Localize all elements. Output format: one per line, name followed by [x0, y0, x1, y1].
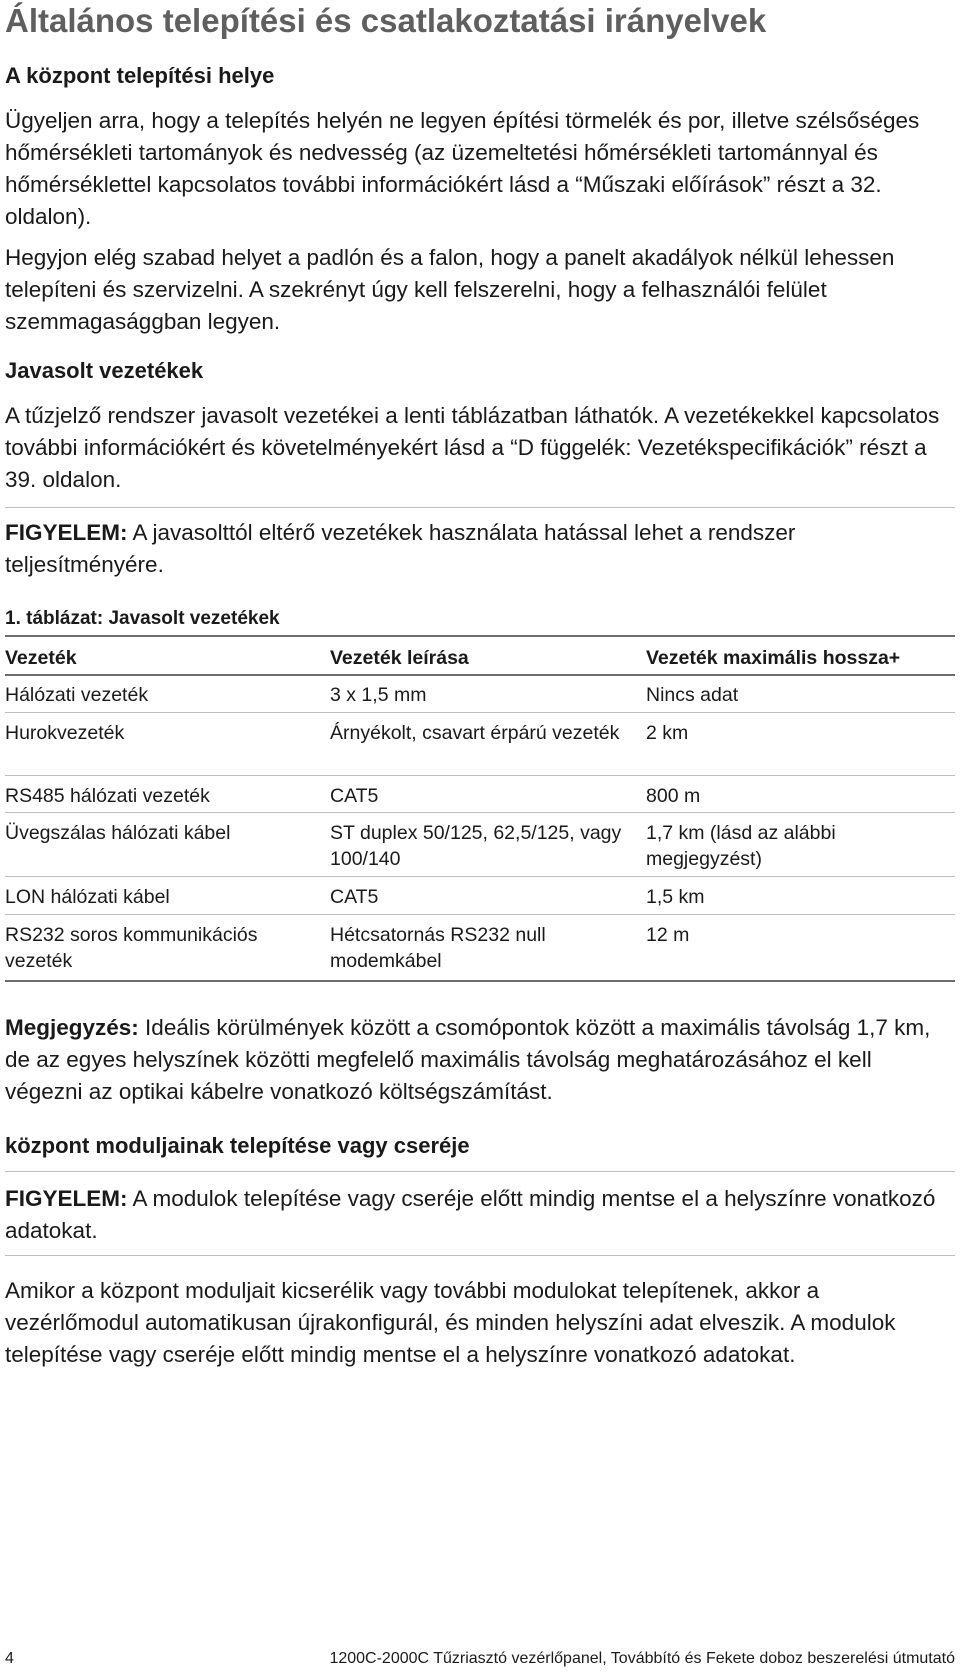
table-cell: RS485 hálózati vezeték [5, 785, 210, 807]
page-title: Általános telepítési és csatlakoztatási irányelvek [5, 2, 767, 39]
table-caption: 1. táblázat: Javasolt vezetékek [5, 608, 280, 629]
table-cell: Hétcsatornás RS232 null modemkábel [330, 924, 546, 972]
table-cell: Nincs adat [646, 684, 739, 706]
table-cell: CAT5 [330, 886, 379, 908]
section-heading-recommended-wiring: Javasolt vezetékek [5, 358, 204, 383]
table-cell: Árnyékolt, csavart érpárú vezeték [330, 722, 620, 744]
divider [5, 1171, 955, 1172]
table-cell: Üvegszálas hálózati kábel [5, 822, 231, 844]
table-cell: RS232 soros kommunikációs vezeték [5, 924, 258, 972]
paragraph-install-location-2: Hegyjon elég szabad helyet a padlón és a falon, hogy a panelt akadályok nélkül lehessen telepíteni és szervizelni. A szekrényt úgy kell felszerelni, hogy a felhasználói felület szemmagasággban legyen. [5, 245, 895, 334]
table-header-cell: Vezeték leírása [330, 647, 469, 669]
paragraph-install-location-1: Ügyeljen arra, hogy a telepítés helyén ne legyen építési törmelék és por, illetve szélsőséges hőmérsékleti tartományok és nedvesség (az üzemeltetési hőmérsékleti tartománnyal és hőmérséklettel kapcsolatos további információkért lásd a “Műszaki előírások” részt a 32. oldalon). [5, 108, 920, 229]
warning-modules [5, 1183, 955, 1247]
warning-text: A javasolttól eltérő vezetékek használata hatással lehet a rendszer teljesítményére. [5, 520, 796, 577]
table-header-cell: Vezeték [5, 647, 77, 669]
warning-wiring [5, 517, 955, 581]
table-row-rule [5, 812, 955, 813]
section-heading-install-location: A központ telepítési helye [5, 63, 275, 88]
table-header-rule [5, 674, 955, 676]
divider [5, 507, 955, 508]
table-row-rule [5, 914, 955, 915]
note-paragraph [5, 1012, 955, 1108]
warning-text: A modulok telepítése vagy cseréje előtt mindig mentse el a helyszínre vonatkozó adatokat. [5, 1186, 936, 1243]
table-cell: 800 m [646, 785, 701, 807]
paragraph-recommended-wiring: A tűzjelző rendszer javasolt vezetékei a lenti táblázatban láthatók. A vezetékekkel kapcsolatos további információkért és követelményekért lásd a “D függelék: Vezetékspecifikációk” részt a 39. oldalon. [5, 403, 940, 492]
table-cell: 1,7 km (lásd az alábbi megjegyzést) [646, 822, 836, 870]
table-row-rule [5, 712, 955, 713]
table-row-rule [5, 876, 955, 877]
table-header-cell: Vezeték maximális hossza+ [646, 647, 901, 669]
table-cell: LON hálózati kábel [5, 886, 170, 908]
page-number: 4 [5, 1650, 14, 1667]
divider [5, 1255, 955, 1256]
warning-label: FIGYELEM: [5, 520, 128, 545]
section-heading-module-install: központ moduljainak telepítése vagy cseréje [5, 1133, 470, 1158]
warning-label: FIGYELEM: [5, 1186, 128, 1211]
table-cell: 2 km [646, 722, 689, 744]
table-top-rule [5, 635, 955, 637]
table-cell: Hálózati vezeték [5, 684, 149, 706]
table-cell: 3 x 1,5 mm [330, 684, 427, 706]
table-cell: CAT5 [330, 785, 379, 807]
table-cell: ST duplex 50/125, 62,5/125, vagy 100/140 [330, 822, 622, 870]
table-row-rule [5, 775, 955, 776]
footer-doc-title: 1200C-2000C Tűzriasztó vezérlőpanel, Továbbító és Fekete doboz beszerelési útmutató [329, 1650, 955, 1667]
table-bottom-rule [5, 980, 955, 982]
note-label: Megjegyzés: [5, 1015, 139, 1040]
table-cell: Hurokvezeték [5, 722, 125, 744]
paragraph-module-install: Amikor a központ moduljait kicserélik vagy további modulokat telepítenek, akkor a vezérlőmodul automatikusan újrakonfigurál, és minden helyszíni adat elveszik. A modulok telepítése vagy cseréje előtt mindig mentse el a helyszínre vonatkozó adatokat. [5, 1278, 896, 1367]
table-cell: 12 m [646, 924, 690, 946]
note-text: Ideális körülmények között a csomópontok között a maximális távolság 1,7 km, de az egyes helyszínek közötti megfelelő maximális távolság meghatározásához el kell végezni az optikai kábelre vonatkozó költségszámítást. [5, 1015, 931, 1104]
table-cell: 1,5 km [646, 886, 705, 908]
